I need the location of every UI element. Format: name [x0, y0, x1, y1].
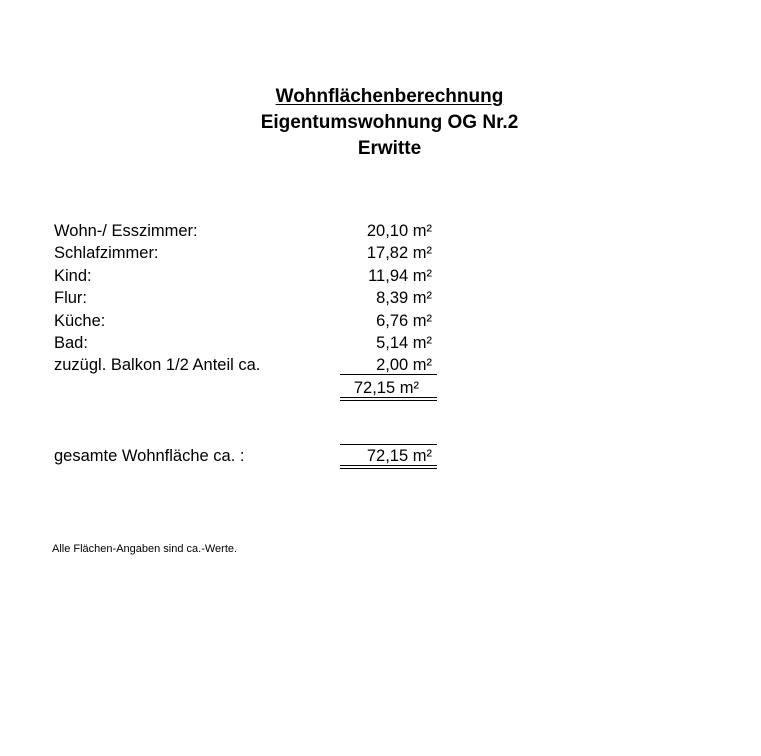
room-area: 20,10 m²	[366, 222, 432, 240]
room-row	[54, 242, 444, 264]
room-area: 2,00 m²	[376, 356, 432, 375]
subtotal-double-rule	[340, 397, 437, 401]
room-area: 11,94 m²	[368, 266, 432, 285]
room-label: Schlafzimmer:	[54, 244, 159, 263]
document-header	[0, 84, 761, 162]
sum-rule	[340, 374, 437, 375]
room-label: zuzügl. Balkon 1/2 Anteil ca.	[54, 356, 261, 375]
room-area: 5,14 m²	[376, 333, 432, 352]
document-location: Erwitte	[357, 138, 422, 159]
room-area: 8,39 m²	[376, 289, 432, 308]
total-row	[54, 445, 444, 467]
total-double-rule	[340, 465, 437, 469]
subtotal-area: 72,15 m²	[353, 378, 419, 397]
total-label: gesamte Wohnfläche ca. :	[54, 447, 245, 465]
room-area: 17,82 m²	[366, 244, 432, 263]
footnote: Alle Flächen-Angaben sind ca.-Werte.	[52, 543, 238, 555]
room-row	[54, 287, 444, 309]
room-row	[54, 310, 444, 332]
room-label: Küche:	[54, 311, 106, 330]
room-area-list	[54, 220, 444, 399]
room-label: Bad:	[54, 333, 88, 352]
room-label: Flur:	[54, 289, 87, 308]
total-area: 72,15 m²	[366, 447, 432, 465]
room-label: Wohn-/ Esszimmer:	[54, 222, 198, 240]
subtotal-row	[54, 377, 444, 399]
document-title: Wohnflächenberechnung	[275, 86, 504, 107]
room-row	[54, 220, 444, 242]
room-row	[54, 332, 444, 354]
document-subtitle: Eigentumswohnung OG Nr.2	[260, 112, 519, 133]
room-label: Kind:	[54, 266, 92, 285]
room-row	[54, 265, 444, 287]
room-area: 6,76 m²	[376, 311, 432, 330]
